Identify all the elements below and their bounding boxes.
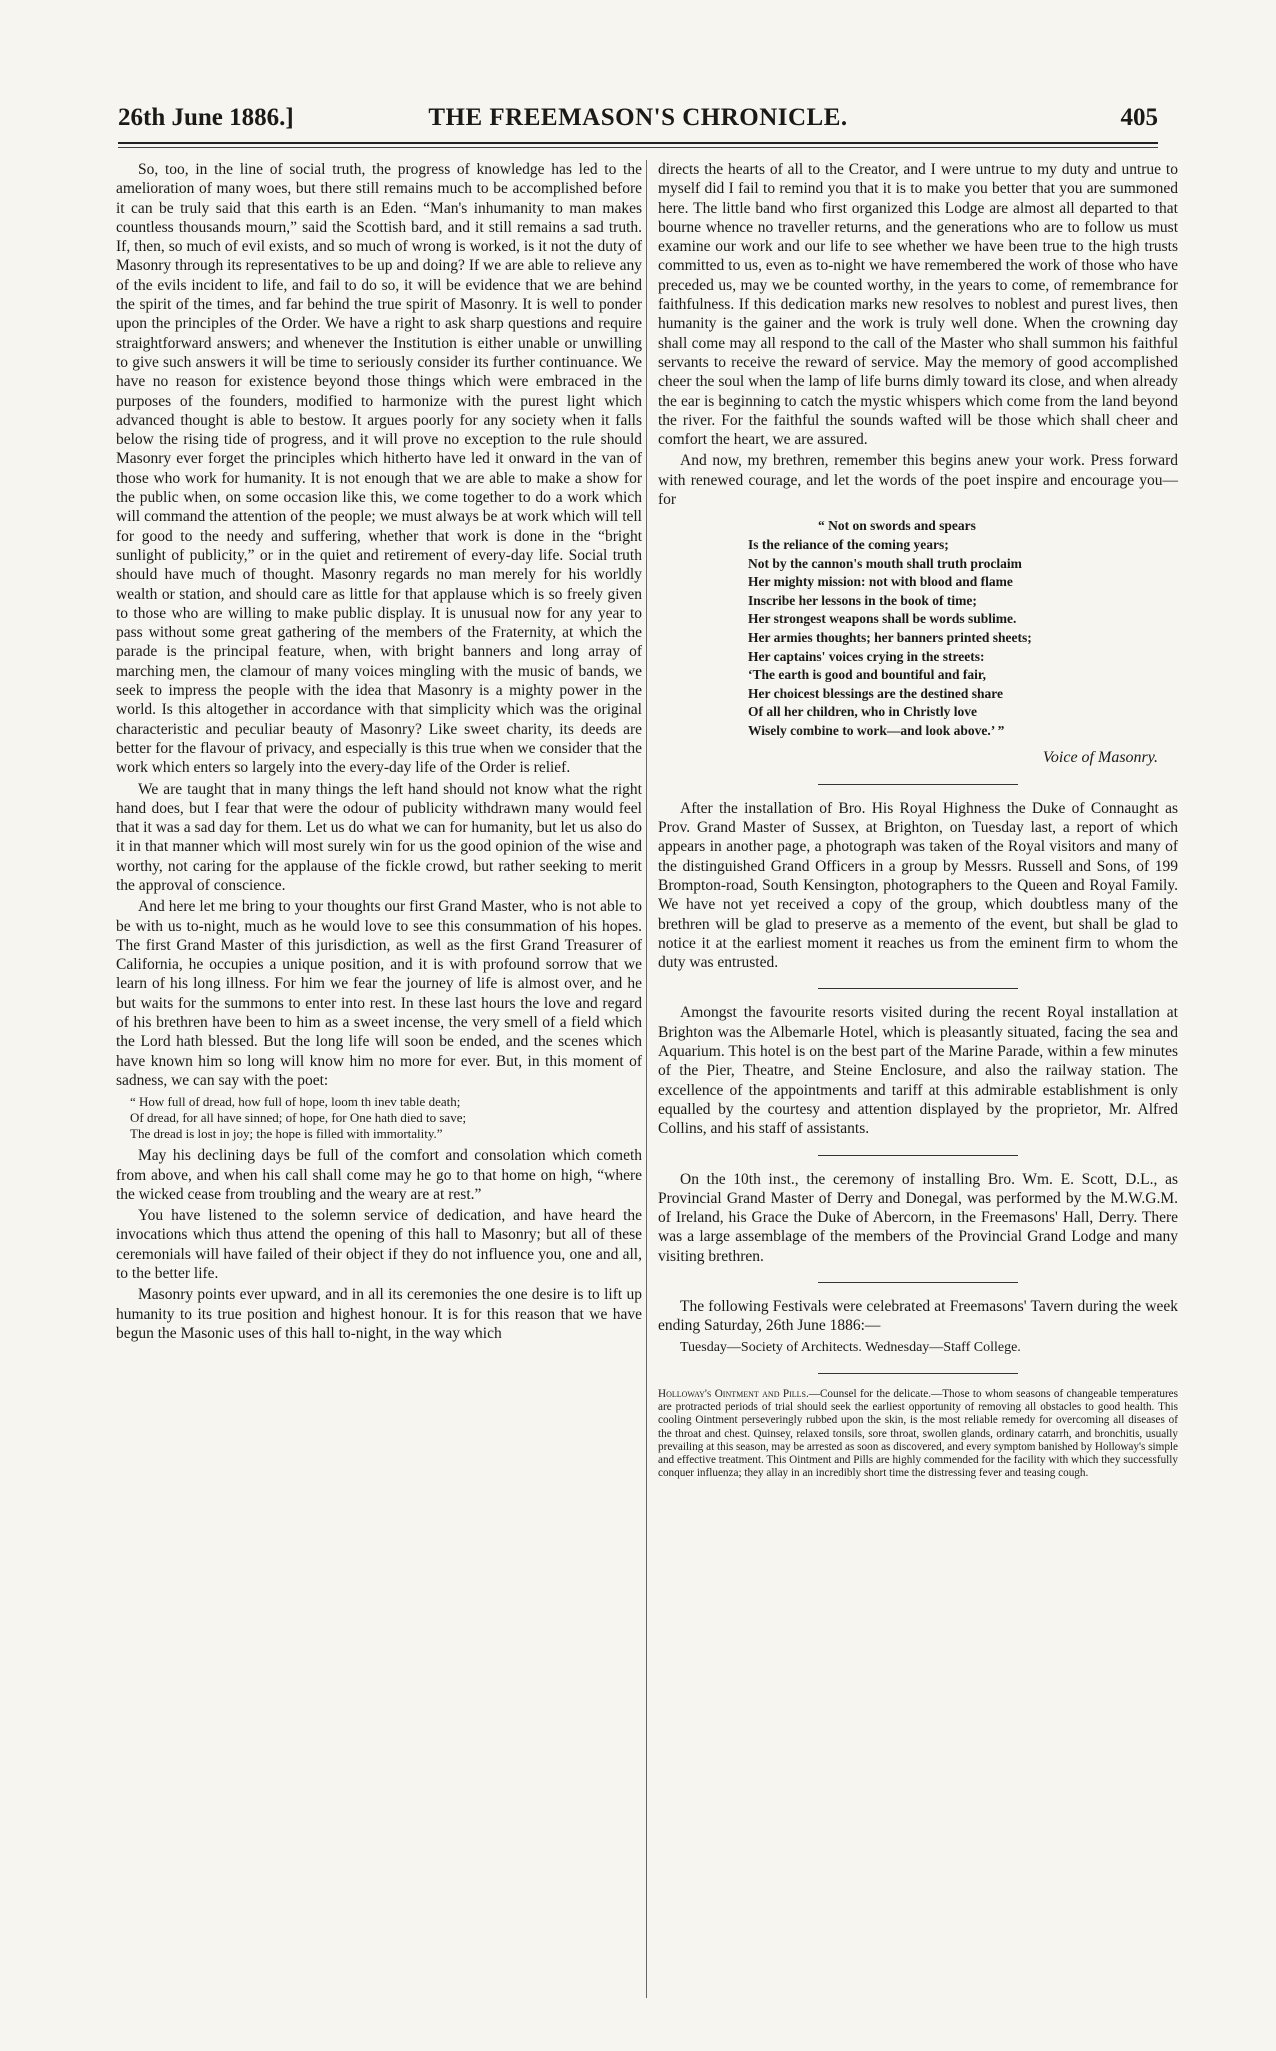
poem-line: The dread is lost in joy; the hope is filled with immortality.” <box>130 1126 443 1142</box>
verse-line: Her strongest weapons shall be words sublime. <box>748 611 1017 627</box>
verse-line: Is the reliance of the coming years; <box>748 536 949 552</box>
advert-body: —Counsel for the delicate.—Those to whom seasons of changeable temperatures are protracted periods of trial should seek the earliest opportunity of removing all obstacles to good health. This cooling Ointment perseveringly rubbed upon the skin, is the most reliable remedy for overcoming all diseases of the throat and chest. Quinsey, relaxed tonsils, sore throat, swollen glands, ordinary catarrh, and bronchitis, usually prevailing at this season, may be arrested as soon as discovered, and every symptom banished by Holloway's simple and effective treatment. This Ointment and Pills are highly commended for the facility with which they successfully conquer influenza; they allay in an incredibly short time the distressing fever and teasing cough. <box>658 1387 1178 1480</box>
section-separator <box>818 1155 1018 1156</box>
verse-line: Her armies thoughts; her banners printed sheets; <box>748 629 1032 645</box>
page-header <box>118 104 1158 138</box>
verse-line: Inscribe her lessons in the book of time; <box>748 592 977 608</box>
section-separator <box>818 988 1018 989</box>
verse-line: “ Not on swords and spears <box>818 518 976 534</box>
verse-line: Her mighty mission: not with blood and flame <box>748 574 1013 590</box>
verse-line: Her captains' voices crying in the streets: <box>748 648 985 664</box>
poem-line: “ How full of dread, how full of hope, loom th inev table death; <box>130 1094 461 1110</box>
article-paragraph: May his declining days be full of the comfort and consolation which cometh from above, and when his call shall come may he go to that home on high, “where the wicked cease from troubling and the weary are at rest.” <box>116 1147 642 1203</box>
section-separator <box>818 1373 1018 1374</box>
article-paragraph: Masonry points ever upward, and in all its ceremonies the one desire is to lift up humanity to its true position and highest honour. It is for this reason that we have begun the Masonic uses of this hall to-night, in the way which <box>116 1286 642 1342</box>
section-separator <box>818 1282 1018 1283</box>
page-number: 405 <box>1120 104 1158 131</box>
publication-title: THE FREEMASON'S CHRONICLE. <box>428 104 848 131</box>
news-item: Amongst the favourite resorts visited during the recent Royal installation at Brighton was the Albemarle Hotel, which is pleasantly situated, facing the sea and Aquarium. This hotel is on the best part of the Marine Parade, within a few minutes of the Pier, Theatre, and Steine Enclosure, and also the railway station. The excellence of the appointments and tariff at this admirable establishment is only equalled by the courtesy and attention displayed by the proprietor, Mr. Alfred Collins, and his staff of assistants. <box>658 1004 1178 1138</box>
poem-quote <box>130 1094 642 1142</box>
verse-attribution: Voice of Masonry. <box>1042 749 1158 767</box>
verse-line: Her choicest blessings are the destined share <box>748 685 1003 701</box>
issue-date: 26th June 1886.] <box>118 104 294 131</box>
news-item: After the installation of Bro. His Royal Highness the Duke of Connaught as Prov. Grand Master of Sussex, at Brighton, on Tuesday last, a report of which appears in another page, a photograph was taken of the Royal visitors and many of the distinguished Grand Officers in a group by Messrs. Russell and Sons, of 199 Brompton-road, South Kensington, photographers to the Queen and Royal Family. We have not yet received a copy of the group, which doubtless many of the brethren will be glad to preserve as a memento of the event, but shall be glad to notice it at the earliest moment it reaches us from the eminent firm to whom the duty was entrusted. <box>658 799 1178 972</box>
header-rule-thin <box>118 147 1158 148</box>
verse-line: Of all her children, who in Christly love <box>748 704 978 720</box>
verse-line: ‘The earth is good and bountiful and fair, <box>748 667 987 683</box>
article-paragraph: We are taught that in many things the left hand should not know what the right hand does, but I fear that were the odour of publicity withdrawn many would feel that it was a sad day for them. Let us do what we can for humanity, but let us also do it in that manner which will most surely win for us the good opinion of the wise and worthy, not caring for the applause of the fickle crowd, but rather seeking to merit the approval of conscience. <box>116 780 642 894</box>
section-separator <box>818 784 1018 785</box>
advertisement <box>658 1388 1178 1480</box>
verse-line: Wisely combine to work—and look above.’ ” <box>748 722 1005 738</box>
festivals-list: Tuesday—Society of Architects. Wednesday—Staff College. <box>680 1339 1021 1355</box>
advert-title: Holloway's Ointment and Pills. <box>658 1387 809 1400</box>
verse-quote <box>748 517 1178 740</box>
article-paragraph: So, too, in the line of social truth, the progress of knowledge has led to the amelioration of many woes, but there still remains much to be accomplished before it can be truly said that this earth is an Eden. “Man's inhumanity to man makes countless thousands mourn,” said the Scottish bard, and it still remains a sad truth. If, then, so much of evil exists, and so much of wrong is worked, is it not the duty of Masonry through its representatives to be up and doing? If we are able to relieve any of the evils incident to life, and fail to do so, it will be evidence that we are behind the spirit of the times, and far behind the true spirit of Masonry. It is well to ponder upon the principles of the Order. We have a right to ask sharp questions and require straightforward answers; and whenever the Institution is either unable or unwilling to give such answers it will be time to seriously consider its further continuance. We have no reason for existence beyond those things which were embraced in the purposes of the founders, modified to harmonize with the purest light which advanced thought is able to bestow. It argues poorly for any society when it falls below the rising tide of progress, and it will prove no exception to the rule should Masonry ever forget the principles which hitherto have led it onward in the van of those who work for humanity. It is not enough that we are able to make a show for the public when, on some occasion like this, we come together to do a work which will command the attention of the people; we must always be at work which will tell for good to the needy and suffering, whether that work is done in the “bright sunlight of publicity,” or in the quiet and retirement of every-day life. Social truth should have much of thought. Masonry regards no man merely for his worldly wealth or station, and should care as little for that applause which is so freely given to those who are willing to make public display. It is unusual now for any year to pass without some great gathering of the members of the Fraternity, at which the parade is the principal feature, when, with bright banners and long array of marching men, the clamour of many voices mingling with the music of bands, we seek to impress the people with the idea that Masonry is a mighty power in the world. Is this altogether in accordance with that simplicity which was the original characteristic and peculiar beauty of Masonry? Like sweet charity, its deeds are better for the flavour of privacy, and especially is this true when we consider that the work which enters so largely into the every-day life of the Order is relief. <box>116 161 642 777</box>
article-paragraph: You have listened to the solemn service of dedication, and have heard the invocations which thus attend the opening of this hall to Masonry; but all of these ceremonials will have failed of their object if they do not influence you, one and all, to the better life. <box>116 1207 642 1283</box>
right-column <box>658 160 1178 1480</box>
header-rule <box>118 142 1158 144</box>
poem-line: Of dread, for all have sinned; of hope, for One hath died to save; <box>130 1110 467 1126</box>
news-item: The following Festivals were celebrated at Freemasons' Tavern during the week ending Saturday, 26th June 1886:— <box>658 1298 1178 1335</box>
news-item: On the 10th inst., the ceremony of installing Bro. Wm. E. Scott, D.L., as Provincial Grand Master of Derry and Donegal, was performed by the M.W.G.M. of Ireland, his Grace the Duke of Abercorn, in the Freemasons' Hall, Derry. There was a large assemblage of the members of the Provincial Grand Lodge and many visiting brethren. <box>658 1170 1178 1265</box>
verse-line: Not by the cannon's mouth shall truth proclaim <box>748 555 1022 571</box>
left-column <box>116 160 642 1345</box>
article-paragraph: And now, my brethren, remember this begins anew your work. Press forward with renewed courage, and let the words of the poet inspire and encourage you—for <box>658 452 1178 509</box>
article-paragraph: directs the hearts of all to the Creator, and I were untrue to my duty and untrue to myself did I fail to remind you that it is to make you better that you are summoned here. The little band who first organized this Lodge are almost all departed to that bourne whence no traveller returns, and the generations who are to follow us must examine our work and our life to see whether we have been true to the high trusts committed to us, even as to-night we have remembered the work of those who have preceded us, may we be counted worthy, in the years to come, of remembrance for faithfulness. If this dedication marks new resolves to noblest and purest lives, then humanity is the gainer and the work is truly well done. When the crowning day shall come may all respond to the call of the Master who shall summon his faithful servants to receive the reward of service. May the memory of good accomplished cheer the soul when the lamp of life burns dimly toward its close, and when already the ear is beginning to catch the mystic whispers which come from the land beyond the river. For the faithful the sounds wafted will be those which shall cheer and comfort the heart, we are assured. <box>658 161 1178 449</box>
article-paragraph: And here let me bring to your thoughts our first Grand Master, who is not able to be with us to-night, much as he would love to see this consummation of his hopes. The first Grand Master of this jurisdiction, as well as the first Grand Treasurer of California, he occupies a unique position, and it is with profound sorrow that we learn of his long illness. For him we fear the journey of life is almost over, and he but waits for the summons to enter into rest. In these last hours the love and regard of his brethren have been to him as a sweet incense, the very smell of a field which the Lord hath blessed. But the long life will soon be ended, and the scenes which have known him so long will know him no more for ever. But, in this moment of sadness, we can say with the poet: <box>116 898 642 1089</box>
column-divider <box>646 160 647 1998</box>
